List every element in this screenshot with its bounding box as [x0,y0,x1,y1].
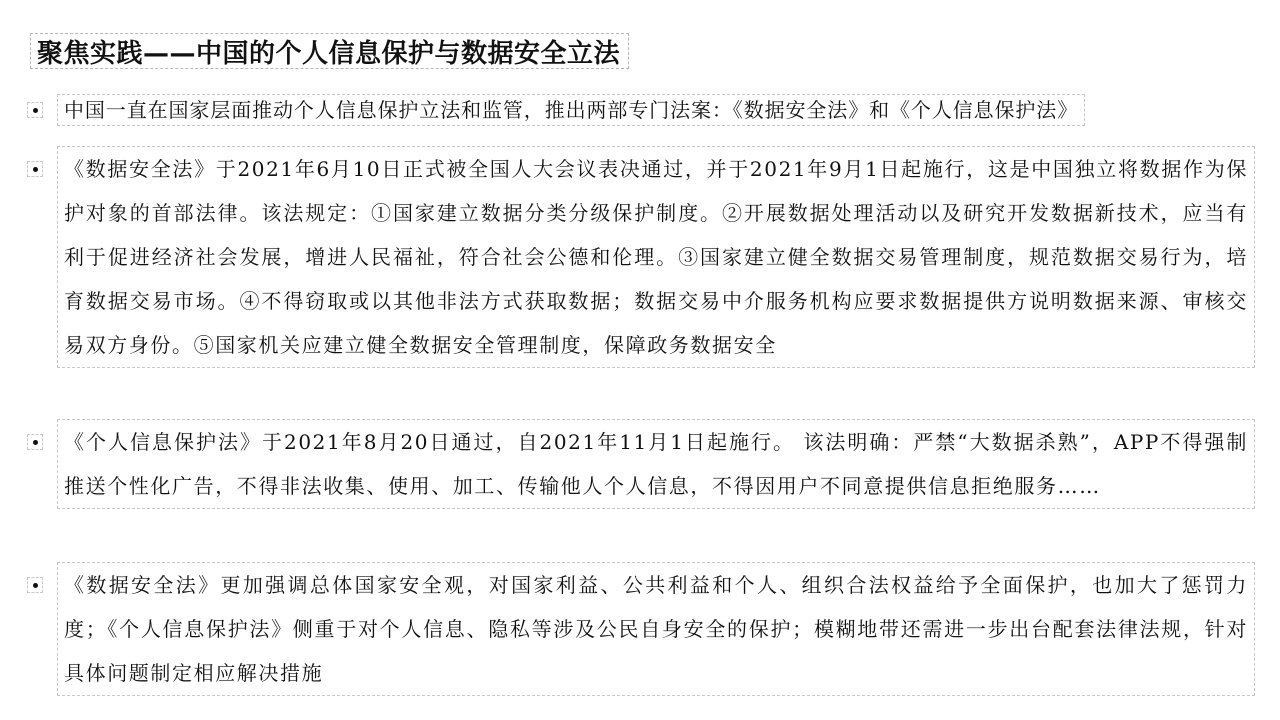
bullet-text-4: 《数据安全法》更加强调总体国家安全观，对国家利益、公共利益和个人、组织合法权益给予全面保护，也加大了惩罚力度；《个人信息保护法》侧重于对个人信息、隐私等涉及公民自身安全的保护；模糊地带还需进一步出台配套法律法规，针对具体问题制定相应解决措施 [57,562,1255,696]
bullet-text-2: 《数据安全法》于2021年6月10日正式被全国人大会议表决通过，并于2021年9月1日起施行，这是中国独立将数据作为保护对象的首部法律。该法规定：①国家建立数据分类分级保护制度。②开展数据处理活动以及研究开发数据新技术，应当有利于促进经济社会发展，增进人民福祉，符合社会公德和伦理。③国家建立健全数据交易管理制度，规范数据交易行为，培育数据交易市场。④不得窃取或以其他非法方式获取数据；数据交易中介服务机构应要求数据提供方说明数据来源、审核交易双方身份。⑤国家机关应建立健全数据安全管理制度，保障政务数据安全 [57,146,1255,368]
bullet-text-1: 中国一直在国家层面推动个人信息保护立法和监管，推出两部专门法案：《数据安全法》和《个人信息保护法》 [57,94,1085,126]
bullet-marker [27,102,43,118]
bullet-text-3: 《个人信息保护法》于2021年8月20日通过，自2021年11月1日起施行。 该法明确：严禁“大数据杀熟”，APP不得强制推送个性化广告，不得非法收集、使用、加工、传输他人个人信息，不得因用户不同意提供信息拒绝服务…… [57,419,1255,509]
bullet-marker [27,434,43,450]
bullet-marker [27,161,43,177]
bullet-marker [27,577,43,593]
slide-title: 聚焦实践——中国的个人信息保护与数据安全立法 [30,33,629,69]
